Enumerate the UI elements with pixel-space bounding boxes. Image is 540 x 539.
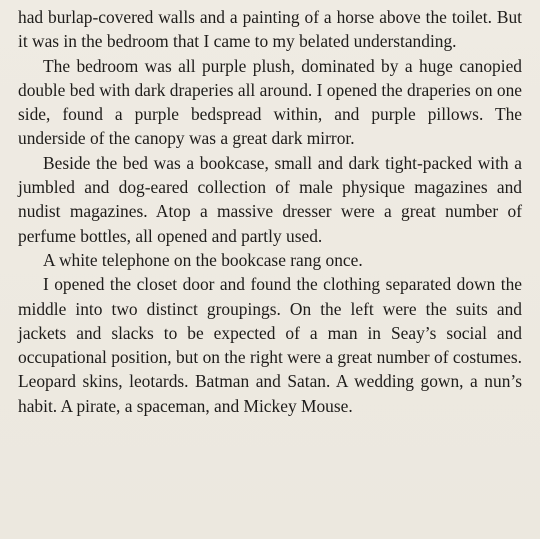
paragraph-closet: I opened the closet door and found the clothing separated down the middle into two distinct groupings. On the left were the suits and jackets and slacks to be expected of a man in Seay’s social and occupational position, but on the right were a great number of costumes. Leopard skins, leotards. Batman and Satan. A wedding gown, a nun’s habit. A pirate, a spaceman, and Mickey Mouse. <box>18 274 522 416</box>
paragraph-continuation: had burlap-covered walls and a painting of a horse above the toilet. But it was in the bedroom that I came to my belated understanding. <box>18 7 522 52</box>
paragraph-telephone: A white telephone on the bookcase rang once. <box>43 249 363 270</box>
paragraph-bookcase: Beside the bed was a bookcase, small and dark tight-packed with a jumbled and dog-eared collection of male physique magazines and nudist magazines. Atop a massive dresser were a great number of perfume bottles, all opened and partly used. <box>18 152 522 246</box>
paragraph-bedroom: The bedroom was all purple plush, dominated by a huge canopied double bed with dark draperies all around. I opened the draperies on one side, found a purple bedspread within, and purple pillows. The underside of the canopy was a great dark mirror. <box>18 55 522 149</box>
